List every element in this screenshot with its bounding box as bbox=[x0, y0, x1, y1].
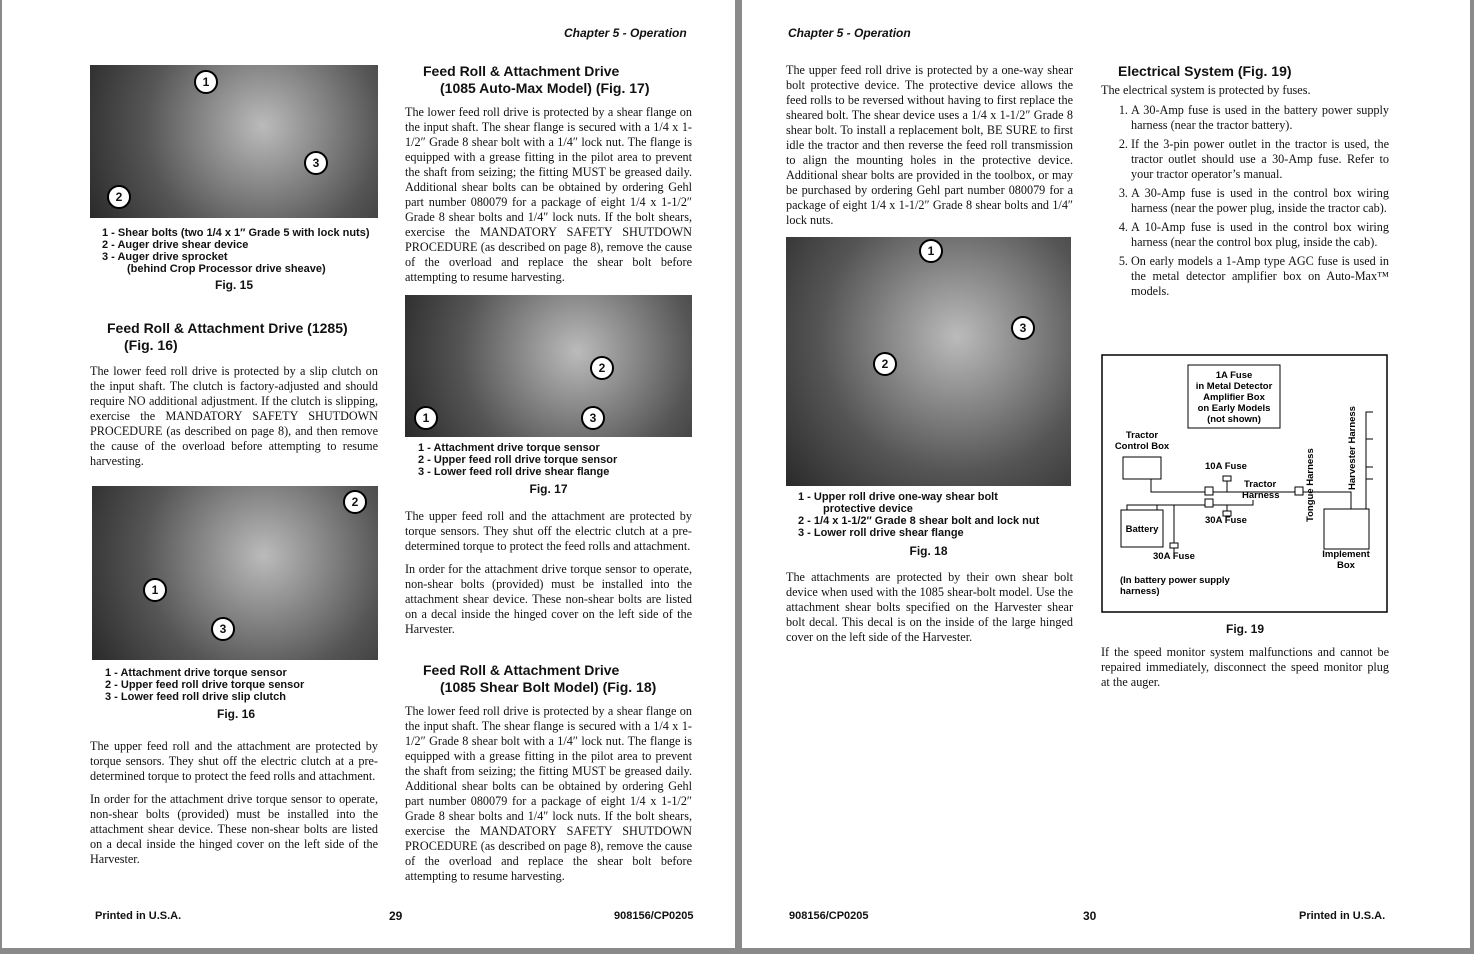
note-line: 1A Fuse bbox=[1215, 370, 1253, 381]
fig17-photo bbox=[405, 295, 692, 437]
fuse-list bbox=[1101, 103, 1389, 303]
caption-line: 1 - Attachment drive torque sensor bbox=[105, 667, 287, 679]
note-line: in Metal Detector bbox=[1195, 381, 1273, 392]
fig16-photo bbox=[92, 486, 378, 660]
label: Harvester Harness bbox=[1347, 406, 1358, 490]
fig18-caption bbox=[798, 491, 1039, 539]
text-block bbox=[90, 739, 378, 875]
label: Tractor bbox=[1125, 430, 1159, 441]
callout-3: 3 bbox=[211, 617, 235, 641]
caption-line: 3 - Lower feed roll drive shear flange bbox=[418, 466, 610, 478]
caption-line: 3 - Lower roll drive shear flange bbox=[798, 527, 964, 539]
title-line: (1085 Shear Bolt Model) (Fig. 18) bbox=[440, 679, 657, 695]
caption-line: 2 - Auger drive shear device bbox=[102, 239, 249, 251]
section-title-1085-automax bbox=[423, 63, 650, 97]
footer-right: Printed in U.S.A. bbox=[1299, 910, 1386, 922]
section-title-1085-shearbolt bbox=[423, 662, 656, 696]
fig18-label: Fig. 18 bbox=[909, 544, 948, 558]
chapter-header: Chapter 5 - Operation bbox=[564, 26, 687, 40]
label: Box bbox=[1337, 560, 1355, 571]
caption-line: (behind Crop Processor drive sheave) bbox=[127, 263, 326, 275]
caption-line: 1 - Attachment drive torque sensor bbox=[418, 442, 600, 454]
fig18-photo bbox=[786, 237, 1071, 486]
callout-1: 1 bbox=[919, 239, 943, 263]
footer-left: 908156/CP0205 bbox=[789, 910, 869, 922]
callout-1: 1 bbox=[194, 70, 218, 94]
paragraph: The upper feed roll drive is protected by a one-way shear bolt protective device. The protective device allows the feed rolls to be reversed without having to first replace the sheared bolt. The shear device uses a 1/4 x 1-1/2″ Grade 8 shear bolt. To install a replacement bolt, BE SURE to first idle the tractor and then reverse the feed roll transmission to align the mounting holes in the protective device. Additional shear bolts are provided in the toolbox, or may be purchased by ordering Gehl part number 080079 for a package of eight 1/4 x 1-1/2″ Grade 8 shear bolts and 1/4″ lock nuts. bbox=[786, 63, 1073, 227]
page-29 bbox=[2, 0, 735, 948]
label: Implement bbox=[1322, 549, 1370, 560]
fig17-label: Fig. 17 bbox=[529, 482, 568, 496]
paragraph: In order for the attachment drive torque sensor to operate, non-shear bolts (provided) must be installed into the attachment shear device. These non-shear bolts are listed on a decal inside the hinged cover on the left side of the Harvester. bbox=[405, 562, 692, 636]
paragraph: If the speed monitor system malfunctions and cannot be repaired immediately, disconnect the speed monitor plug at the auger. bbox=[1101, 645, 1389, 689]
callout-2: 2 bbox=[107, 185, 131, 209]
label: Tractor bbox=[1244, 479, 1277, 490]
caption-line: 3 - Auger drive sprocket bbox=[102, 251, 228, 263]
section-title-1285 bbox=[107, 320, 348, 354]
label: Battery bbox=[1125, 524, 1159, 535]
section-title-electrical: Electrical System (Fig. 19) bbox=[1118, 63, 1292, 79]
label: Tongue Harness bbox=[1305, 448, 1316, 522]
caption-line: 1 - Shear bolts (two 1/4 x 1″ Grade 5 with lock nuts) bbox=[102, 227, 370, 239]
page-30 bbox=[742, 0, 1470, 948]
label: (In battery power supply bbox=[1120, 575, 1230, 586]
caption-line: 2 - 1/4 x 1-1/2″ Grade 8 shear bolt and lock nut bbox=[798, 515, 1040, 527]
label: harness) bbox=[1120, 586, 1160, 597]
callout-1: 1 bbox=[143, 578, 167, 602]
caption-line: 2 - Upper feed roll drive torque sensor bbox=[418, 454, 618, 466]
list-item: 5. On early models a 1-Amp type AGC fuse is used in the metal detector amplifier box on Auto-Max™ models. bbox=[1131, 254, 1389, 299]
label: 30A Fuse bbox=[1153, 551, 1195, 562]
list-item: 4. A 10-Amp fuse is used in the control box wiring harness (near the control box plug, inside the cab). bbox=[1131, 220, 1389, 250]
list-item: 1. A 30-Amp fuse is used in the battery power supply harness (near the tractor battery). bbox=[1131, 103, 1389, 133]
label: 10A Fuse bbox=[1205, 461, 1247, 472]
title-line: Feed Roll & Attachment Drive (1285) bbox=[107, 320, 348, 336]
paragraph: The upper feed roll and the attachment are protected by torque sensors. They shut off the electric clutch at a pre-determined torque to protect the feed rolls and attachment. bbox=[90, 739, 378, 783]
label: 30A Fuse bbox=[1205, 515, 1247, 526]
fig17-caption bbox=[418, 442, 617, 478]
fig15-photo bbox=[90, 65, 378, 218]
chapter-header: Chapter 5 - Operation bbox=[788, 26, 911, 40]
callout-3: 3 bbox=[581, 406, 605, 430]
footer-left: Printed in U.S.A. bbox=[95, 910, 182, 922]
callout-2: 2 bbox=[343, 490, 367, 514]
caption-line: 1 - Upper roll drive one-way shear bolt bbox=[798, 491, 998, 503]
label: Harness bbox=[1242, 490, 1280, 501]
paragraph: The upper feed roll and the attachment are protected by torque sensors. They shut off the electric clutch at a pre-determined torque to protect the feed rolls and attachment. bbox=[405, 509, 692, 553]
note-line: (not shown) bbox=[1207, 414, 1261, 425]
callout-3: 3 bbox=[304, 151, 328, 175]
fig16-label: Fig. 16 bbox=[216, 707, 255, 721]
fig15-caption bbox=[102, 227, 370, 275]
title-line: Feed Roll & Attachment Drive bbox=[423, 662, 620, 678]
title-line: (Fig. 16) bbox=[124, 337, 178, 353]
page-number: 30 bbox=[1083, 909, 1097, 923]
callout-3: 3 bbox=[1011, 316, 1035, 340]
label: Control Box bbox=[1114, 441, 1170, 452]
text-block bbox=[405, 509, 692, 645]
paragraph: In order for the attachment drive torque sensor to operate, non-shear bolts (provided) must be installed into the attachment shear device. These non-shear bolts are listed on a decal inside the hinged cover on the left side of the Harvester. bbox=[90, 792, 378, 866]
list-item: 2. If the 3-pin power outlet in the tractor is used, the tractor outlet should use a 30-Amp fuse. Refer to your tractor operator’s manual. bbox=[1131, 137, 1389, 182]
callout-1: 1 bbox=[414, 406, 438, 430]
fig16-caption bbox=[105, 667, 304, 703]
title-line: Feed Roll & Attachment Drive bbox=[423, 63, 620, 79]
note-line: Amplifier Box bbox=[1203, 392, 1265, 403]
paragraph: The lower feed roll drive is protected by a shear flange on the input shaft. The shear flange is secured with a 1/4 x 1-1/2″ Grade 8 shear bolt with a 1/4″ lock nut. The flange is equipped with a grease fitting in the pilot area to prevent the shaft from seizing; the fitting MUST be greased daily. Additional shear bolts can be obtained by ordering Gehl part number 080079 for a package of eight 1/4 x 1-1/2″ Grade 8 shear bolts and 1/4″ lock nuts. If the bolt shears, exercise the MANDATORY SAFETY SHUTDOWN PROCEDURE (as described on page 8), remove the cause of the overload and replace the shear bolt before attempting to resume harvesting. bbox=[405, 704, 692, 883]
title-line: (1085 Auto-Max Model) (Fig. 17) bbox=[440, 80, 650, 96]
callout-2: 2 bbox=[873, 352, 897, 376]
callout-2: 2 bbox=[590, 356, 614, 380]
paragraph: The lower feed roll drive is protected by a slip clutch on the input shaft. The clutch is factory-adjusted and should require NO additional adjustment. If the clutch is slipping, exercise the MANDATORY SAFETY SHUTDOWN PROCEDURE (as described on page 8), and then remove the cause of the overload before attempting to resume harvesting. bbox=[90, 364, 378, 468]
caption-line: protective device bbox=[823, 503, 913, 515]
paragraph: The attachments are protected by their own shear bolt device when used with the 1085 shear-bolt model. Use the attachment shear bolts specified on the Harvester shear bolt decal. This decal is on the inside of the large hinged cover on the left side of the Harvester. bbox=[786, 570, 1073, 644]
caption-line: 2 - Upper feed roll drive torque sensor bbox=[105, 679, 305, 691]
fig19-wiring-diagram bbox=[1101, 354, 1389, 614]
caption-line: 3 - Lower feed roll drive slip clutch bbox=[105, 691, 286, 703]
paragraph: The lower feed roll drive is protected by a shear flange on the input shaft. The shear flange is secured with a 1/4 x 1-1/2″ Grade 8 shear bolt with a 1/4″ lock nut. The flange is equipped with a grease fitting in the pilot area to prevent the shaft from seizing; the fitting MUST be greased daily. Additional shear bolts can be obtained by ordering Gehl part number 080079 for a package of eight 1/4 x 1-1/2″ Grade 8 shear bolts and 1/4″ lock nuts. If the bolt shears, exercise the MANDATORY SAFETY SHUTDOWN PROCEDURE (as described on page 8), remove the cause of the overload and replace the shear bolt before attempting to resume harvesting. bbox=[405, 105, 692, 284]
footer-right: 908156/CP0205 bbox=[614, 910, 694, 922]
paragraph: The electrical system is protected by fuses. bbox=[1101, 83, 1311, 97]
fig15-label: Fig. 15 bbox=[214, 278, 253, 292]
page-number: 29 bbox=[389, 909, 403, 923]
fig19-label: Fig. 19 bbox=[1225, 622, 1264, 636]
note-line: on Early Models bbox=[1197, 403, 1271, 414]
list-item: 3. A 30-Amp fuse is used in the control box wiring harness (near the power plug, inside the tractor cab). bbox=[1131, 186, 1389, 216]
